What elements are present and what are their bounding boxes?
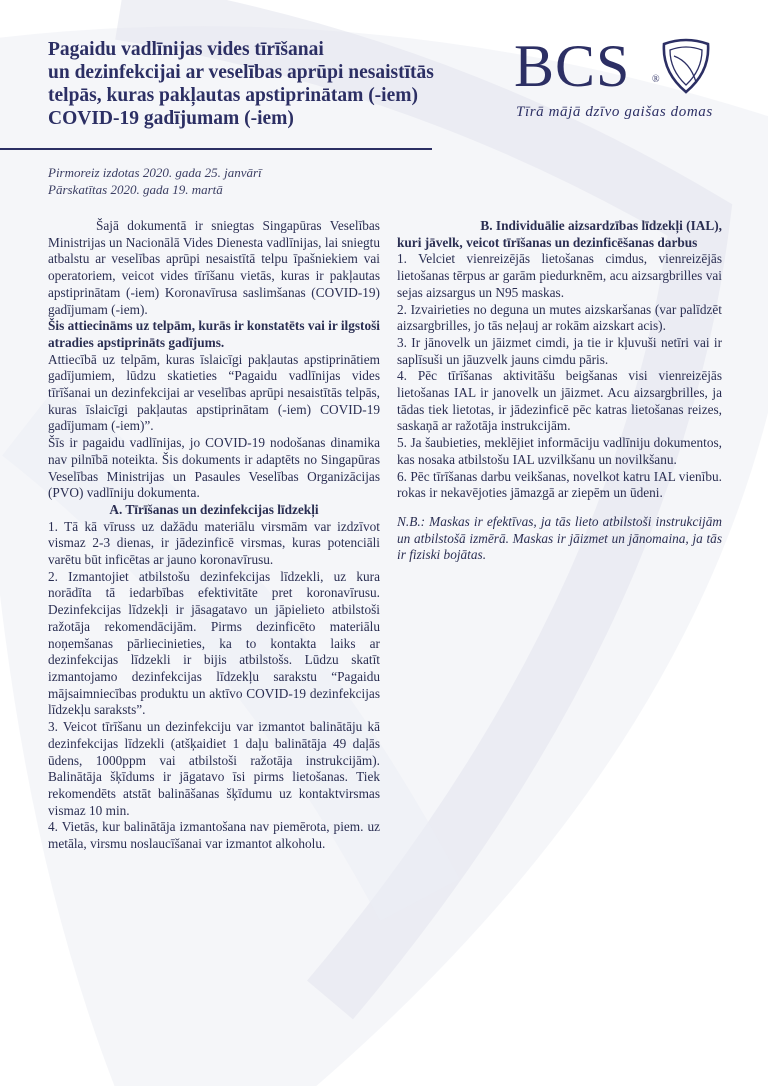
intro-paragraph: Šajā dokumentā ir sniegtas Singapūras Veselības Ministrijas un Nacionālā Vides Dienesta vadlīnijas, lai sniegtu atbalstu ar veselības aprūpi nesaistītā telpu īpašniekiem vai operatoriem, veicot vides tīrīšanu vietās, kuras ir pakļautas apstiprinātam (-iem) Koronavīrusa saslimšanas (COVID-19) gadījumam (-iem). xyxy=(48,218,380,317)
title-line: un dezinfekcijai ar veselības aprūpi nesaistītās xyxy=(48,62,434,83)
title-line: telpās, kuras pakļautas apstiprinātam (-iem) xyxy=(48,85,418,106)
list-item: 4. Pēc tīrīšanas aktivitāšu beigšanas visi vienreizējās lietošanas IAL ir janovelk un jāizmet. Acu aizsargbrilles, ja tādas tiek lietotas, ir jādezinficē pēc katras lietošanas reizes, saskaņā ar ražotāja instrukcijām. xyxy=(397,368,722,434)
list-item: 2. Izvairieties no deguna un mutes aizskaršanas (var palīdzēt aizsargbrilles, jo tās neļauj ar rokām aizskart acis). xyxy=(397,301,722,334)
right-column xyxy=(397,218,722,564)
section-b-heading-cont: kuri jāvelk, veicot tīrīšanas un dezinficēšanas darbus xyxy=(397,234,698,250)
list-item: 4. Vietās, kur balinātāja izmantošana nav piemērota, piem. uz metāla, virsmu noslaucīšanai var izmantot alkoholu. xyxy=(48,819,380,852)
document-title xyxy=(48,38,448,130)
list-item: 5. Ja šaubieties, meklējiet informāciju vadlīniju dokumentos, kas nosaka atbilstošu IAL uzvilkšanu un novilkšanu. xyxy=(397,435,722,467)
list-item: 1. Velciet vienreizējās lietošanas cimdus, vienreizējās lietošanas tērpus ar garām piedurknēm, acu aizsargbrilles vai sejas aizsargus un N95 maskas. xyxy=(397,251,722,300)
revised-date: Pārskatītas 2020. gada 19. martā xyxy=(48,182,223,197)
transient-paragraph: Attiecībā uz telpām, kuras īslaicīgi pakļautas apstiprinātiem gadījumiem, lūdzu skatieties “Pagaidu vadlīnijas vides tīrīšanai un dezinfekcijai ar veselības aprūpi nesaistītās telpās, kuras īslaicīgi pakļautas apstiprinātam (-iem) COVID-19 gadījumam (-iem)”. xyxy=(48,351,380,434)
list-item: 3. Ir jānovelk un jāizmet cimdi, ja tie ir kļuvuši netīri vai ir saplīsuši un jāuzvelk jauns cimdu pāris. xyxy=(397,334,722,367)
applies-paragraph: Šis attiecināms uz telpām, kurās ir konstatēts vai ir ilgstoši atradies apstiprināts gadījums. xyxy=(48,318,380,350)
list-item: 3. Veicot tīrīšanu un dezinfekciju var izmantot balinātāju kā dezinfekcijas līdzekli (atšķaidiet 1 daļu balinātāja 49 daļās ūdens, 1000ppm vai atbilstoši ražotāja instrukcijām). Balinātāja šķīdums ir jāgatavo īsi pirms lietošanas. Tiek rekomendēts atstāt balināšanas šķīdumu uz kontaktvirsmas vismaz 10 min. xyxy=(48,719,380,818)
list-item: 1. Tā kā vīruss uz dažādu materiālu virsmām var izdzīvot vismaz 2-3 dienas, ir jādezinficē virsmas, kuras potenciāli varētu būt inficētas ar jauno koronavīrusu. xyxy=(48,518,380,568)
published-date: Pirmoreiz izdotas 2020. gada 25. janvārī xyxy=(48,165,262,180)
left-column xyxy=(48,218,380,853)
bcs-logo xyxy=(514,33,724,126)
title-line: Pagaidu vadlīnijas vides tīrīšanai xyxy=(48,39,324,60)
nb-note: N.B.: Maskas ir efektīvas, ja tās lieto atbilstoši instrukcijām un atbilstošā izmērā. Maskas ir jāizmet un jānomaina, ja tās ir fiziski bojātas. xyxy=(397,513,722,563)
list-item: 6. Pēc tīrīšanas darbu veikšanas, novelkot katru IAL vienību. rokas ir nekavējoties jāmazgā ar ziepēm un ūdeni. xyxy=(397,468,722,501)
logo-tagline: Tīrā mājā dzīvo gaišas domas xyxy=(516,104,713,120)
logo-wordmark: BCS xyxy=(514,33,631,99)
section-a-heading: A. Tīrīšanas un dezinfekcijas līdzekļi xyxy=(109,501,319,517)
section-b-heading: B. Individuālie aizsardzības līdzekļi (IAL), xyxy=(480,218,722,233)
shield-icon xyxy=(660,38,712,94)
interim-paragraph: Šīs ir pagaidu vadlīnijas, jo COVID-19 nodošanas dinamika nav pilnībā noteikta. Šis dokuments ir adaptēts no Singapūras Veselības Ministrijas un Pasaules Veselības Organizācijas (PVO) vadlīniju dokumenta. xyxy=(48,435,380,501)
list-item: 2. Izmantojiet atbilstošu dezinfekcijas līdzekli, uz kura norādīta tā iedarbības efektivitāte pret koronavīrusu. Dezinfekcijas līdzekļi ir jāsagatavo un jāpielieto atbilstoši ražotāja rekomendācijām. Pirms dezinficēto materiālu noņemšanas pārliecinieties, ka to kontakta laiks ar dezinfekcijas līdzekli ir bijis atbilstošs. Lūdzu skatīt izmantojamo dezinfekcijas līdzekļu sarakstu “Pagaidu mājsaimniecības produktu un aktīvo COVID-19 dezinfekcijas līdzekļu saraksts”. xyxy=(48,568,380,718)
registered-mark: ® xyxy=(652,74,660,85)
title-divider xyxy=(0,148,432,150)
document-dates xyxy=(48,164,262,198)
title-line: COVID-19 gadījumam (-iem) xyxy=(48,108,294,129)
